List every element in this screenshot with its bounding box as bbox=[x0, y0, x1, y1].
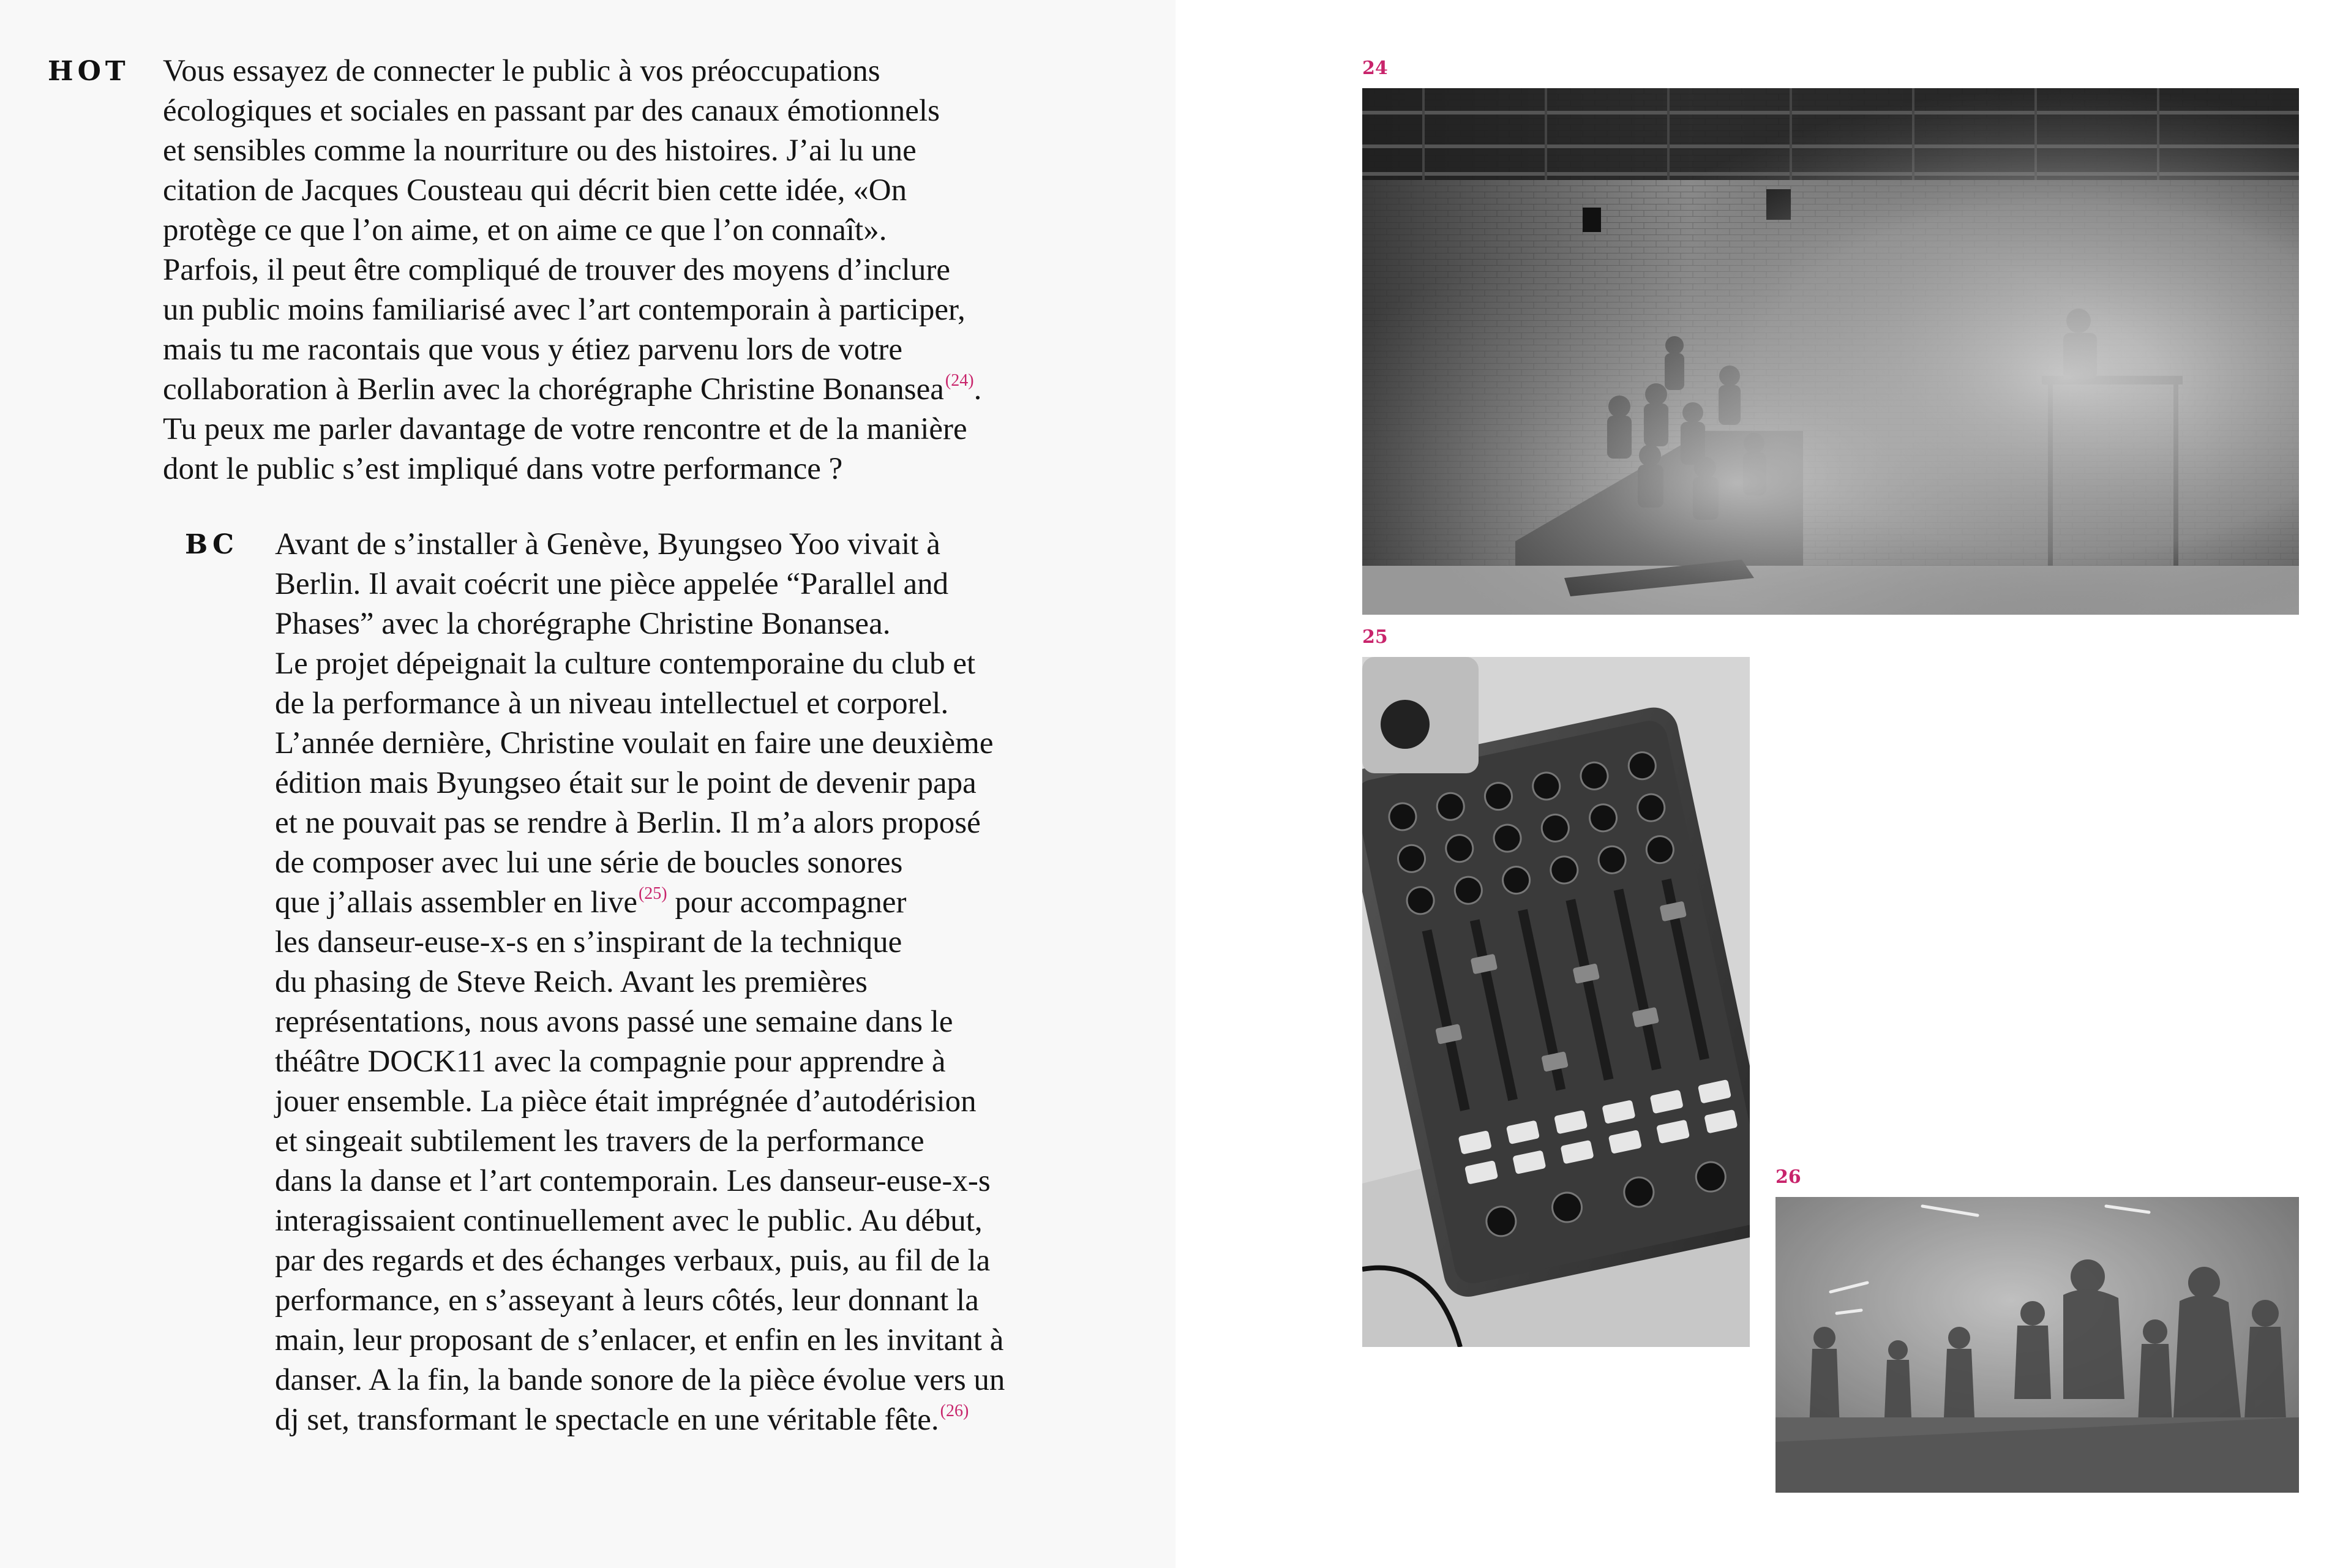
sentence-end: . bbox=[973, 372, 982, 407]
question-paragraph bbox=[163, 51, 981, 489]
text-line: représentations, nous avons passé une semaine dans le bbox=[275, 1005, 953, 1039]
text-line: de la performance à un niveau intellectuel et corporel. bbox=[275, 686, 949, 721]
text-line: citation de Jacques Cousteau qui décrit bien cette idée, «On bbox=[163, 173, 907, 208]
text-line bbox=[275, 883, 1005, 923]
photo-midi-controller bbox=[1362, 657, 1750, 1347]
text-line-content: que j’allais assembler en live bbox=[275, 885, 637, 920]
text-line: mais tu me racontais que vous y étiez parvenu lors de votre bbox=[163, 332, 903, 367]
text-line: et singeait subtilement les travers de la performance bbox=[275, 1124, 924, 1158]
text-line: performance, en s’asseyant à leurs côtés, leur donnant la bbox=[275, 1283, 979, 1318]
answer-paragraph bbox=[275, 525, 1005, 1440]
text-line: Berlin. Il avait coécrit une pièce appelée “Parallel and bbox=[275, 567, 949, 601]
crowd-scene-graphic bbox=[1775, 1197, 2299, 1493]
text-line: jouer ensemble. La pièce était imprégnée d’autodérision bbox=[275, 1084, 977, 1119]
text-line: Phases” avec la chorégraphe Christine Bonansea. bbox=[275, 607, 891, 641]
text-line: Parfois, il peut être compliqué de trouver des moyens d’inclure bbox=[163, 253, 950, 287]
text-line bbox=[275, 1400, 1005, 1440]
right-page bbox=[1176, 0, 2351, 1568]
stage-scene-graphic bbox=[1362, 88, 2299, 615]
text-line: L’année dernière, Christine voulait en faire une deuxième bbox=[275, 726, 994, 760]
figure-number-24: 24 bbox=[1362, 58, 1388, 79]
text-line: protège ce que l’on aime, et on aime ce que l’on connaît». bbox=[163, 213, 887, 247]
text-line: dont le public s’est impliqué dans votre performance ? bbox=[163, 452, 843, 486]
text-line: interagissaient continuellement avec le public. Au début, bbox=[275, 1204, 983, 1238]
text-line-content: dj set, transformant le spectacle en une véritable fête. bbox=[275, 1403, 939, 1437]
text-line: par des regards et des échanges verbaux, puis, au fil de la bbox=[275, 1244, 991, 1278]
footnote-ref-25[interactable]: (25) bbox=[638, 884, 667, 903]
text-line bbox=[163, 370, 981, 410]
text-line: Tu peux me parler davantage de votre rencontre et de la manière bbox=[163, 412, 967, 446]
speaker-hot: HOT bbox=[48, 56, 130, 87]
controller-graphic bbox=[1362, 657, 1750, 1347]
text-line: Avant de s’installer à Genève, Byungseo Yoo vivait à bbox=[275, 527, 940, 561]
text-line: dans la danse et l’art contemporain. Les danseur-euse-x-s bbox=[275, 1164, 991, 1198]
text-line: et ne pouvait pas se rendre à Berlin. Il m’a alors proposé bbox=[275, 806, 981, 840]
text-line: Vous essayez de connecter le public à vos préoccupations bbox=[163, 54, 880, 88]
text-line: écologiques et sociales en passant par des canaux émotionnels bbox=[163, 94, 940, 128]
text-line: les danseur-euse-x-s en s’inspirant de la technique bbox=[275, 925, 902, 959]
text-line: théâtre DOCK11 avec la compagnie pour apprendre à bbox=[275, 1045, 946, 1079]
figure-number-26: 26 bbox=[1775, 1166, 1801, 1188]
text-line: main, leur proposant de s’enlacer, et enfin en les invitant à bbox=[275, 1323, 1004, 1357]
photo-stage-performance bbox=[1362, 88, 2299, 615]
text-line-content: collaboration à Berlin avec la chorégraphe Christine Bonansea bbox=[163, 372, 944, 407]
footnote-ref-24[interactable]: (24) bbox=[945, 371, 974, 390]
text-line: de composer avec lui une série de boucles sonores bbox=[275, 846, 903, 880]
text-line: un public moins familiarisé avec l’art contemporain à participer, bbox=[163, 293, 966, 327]
text-line: édition mais Byungseo était sur le point de devenir papa bbox=[275, 766, 977, 800]
text-line: Le projet dépeignait la culture contemporaine du club et bbox=[275, 647, 976, 681]
text-line: du phasing de Steve Reich. Avant les premières bbox=[275, 965, 868, 999]
footnote-ref-26[interactable]: (26) bbox=[940, 1401, 969, 1420]
text-line: et sensibles comme la nourriture ou des histoires. J’ai lu une bbox=[163, 133, 917, 168]
figure-number-25: 25 bbox=[1362, 626, 1388, 648]
photo-dance-crowd bbox=[1775, 1197, 2299, 1493]
text-line-tail: pour accompagner bbox=[667, 885, 907, 920]
text-line: danser. A la fin, la bande sonore de la pièce évolue vers un bbox=[275, 1363, 1005, 1397]
speaker-bc: BC bbox=[185, 529, 239, 560]
